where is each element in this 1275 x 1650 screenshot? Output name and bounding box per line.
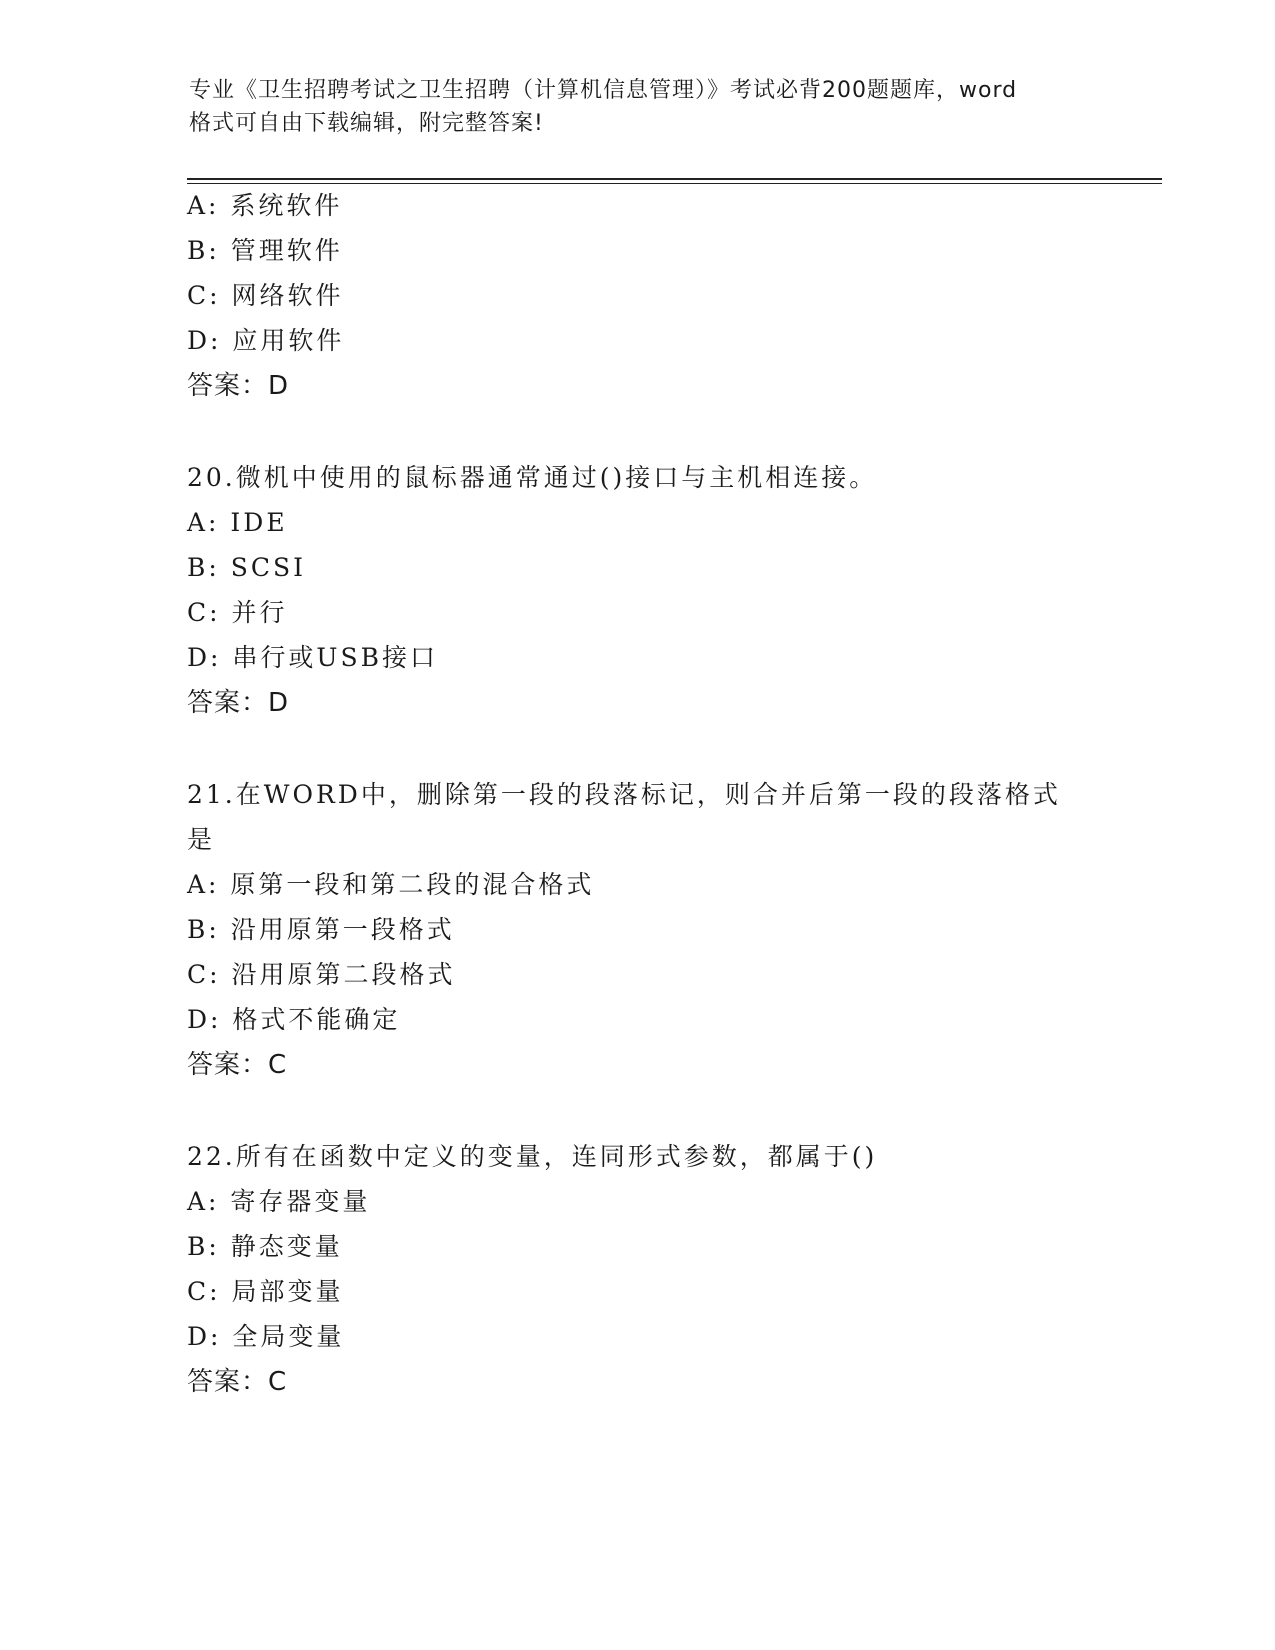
q22-option-c: C: 局部变量	[187, 1277, 344, 1306]
q22-option-a: A: 寄存器变量	[187, 1187, 371, 1216]
q22-option-b: B: 静态变量	[187, 1232, 343, 1261]
header-divider-thick	[187, 178, 1162, 180]
q21-option-d: D: 格式不能确定	[187, 1005, 401, 1034]
q22-question: 22.所有在函数中定义的变量，连同形式参数，都属于()	[187, 1142, 878, 1171]
q19-option-a: A: 系统软件	[187, 191, 343, 220]
q21-option-b: B: 沿用原第一段格式	[187, 915, 455, 944]
q20-question: 20.微机中使用的鼠标器通常通过()接口与主机相连接。	[187, 463, 878, 492]
q21-question-line-1: 21.在WORD中，删除第一段的段落标记，则合并后第一段的段落格式	[187, 780, 1061, 809]
q20-option-a: A: IDE	[187, 508, 288, 537]
q19-option-d: D: 应用软件	[187, 326, 345, 355]
q22-answer: 答案：C	[187, 1367, 288, 1397]
q21-option-c: C: 沿用原第二段格式	[187, 960, 456, 989]
q19-option-b: B: 管理软件	[187, 236, 343, 265]
q21-answer: 答案：C	[187, 1050, 288, 1080]
header-title-line-2: 格式可自由下载编辑，附完整答案!	[189, 111, 544, 136]
q21-option-a: A: 原第一段和第二段的混合格式	[187, 870, 595, 899]
q19-answer: 答案：D	[187, 371, 290, 401]
header-divider-thin	[187, 183, 1162, 184]
q20-option-c: C: 并行	[187, 598, 288, 627]
document-header	[189, 74, 1089, 140]
q22-option-d: D: 全局变量	[187, 1322, 345, 1351]
header-title-line-1: 专业《卫生招聘考试之卫生招聘（计算机信息管理）》考试必背200题题库，word	[189, 78, 1018, 103]
q20-option-d: D: 串行或USB接口	[187, 643, 438, 672]
q19-option-c: C: 网络软件	[187, 281, 344, 310]
q20-answer: 答案：D	[187, 688, 290, 718]
q21-question-line-2: 是	[187, 825, 216, 854]
q20-option-b: B: SCSI	[187, 553, 306, 582]
